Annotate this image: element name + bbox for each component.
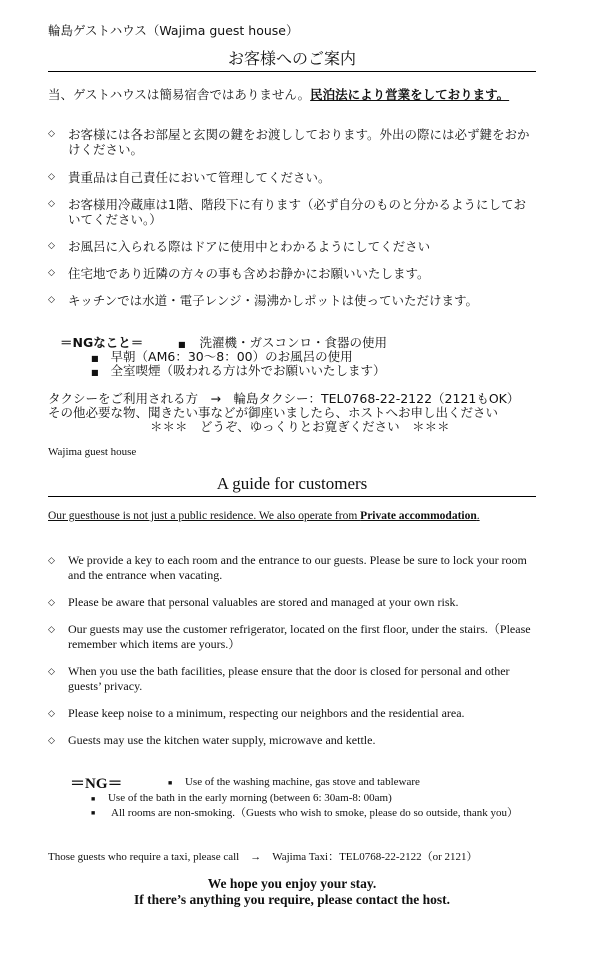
en-ng-item-3 <box>91 806 537 820</box>
en-bullet-2-text: Please be aware that personal valuables are stored and managed at your own risk. <box>68 595 459 609</box>
en-bullet-5-text: Please keep noise to a minimum, respecting our neighbors and the residential area. <box>68 706 465 720</box>
diamond-icon: ◇ <box>48 708 55 718</box>
jp-taxi: タクシーをご利用される方 → 輪島タクシー：TEL0768-22-2122（2121もOK） <box>48 391 520 406</box>
jp-ng-item-1-text: 洗濯機・ガスコンロ・食器の使用 <box>199 335 388 350</box>
en-bullet-6-text: Guests may use the kitchen water supply, microwave and kettle. <box>68 733 376 747</box>
jp-intro-plain: 当、ゲストハウスは簡易宿舎ではありません。 <box>48 87 311 102</box>
jp-title-text: お客様へのご案内 <box>227 49 356 68</box>
jp-bullet-5 <box>48 266 535 281</box>
en-title <box>48 474 536 497</box>
diamond-icon: ◇ <box>48 624 55 634</box>
jp-bullet-5-text: 住宅地であり近隣の方々の事も含めお静かにお願いいたします。 <box>68 266 430 281</box>
en-ng-item-1-text: Use of the washing machine, gas stove and tableware <box>184 776 420 788</box>
en-bullet-1-text: We provide a key to each room and the entrance to our guests. Please be sure to lock your room and the entrance when vacating. <box>68 553 527 582</box>
jp-intro <box>48 85 509 103</box>
en-closing-2: If there’s anything you require, please contact the host. <box>134 892 450 907</box>
en-title-text: A guide for customers <box>216 474 368 493</box>
en-bullet-3-text: Our guests may use the customer refrigerator, located on the first floor, under the stairs.（Please remember which items are yours.） <box>68 622 531 651</box>
en-intro <box>48 510 480 522</box>
en-intro-bold: Private accommodation <box>360 510 477 522</box>
square-bullet-icon: ■ <box>91 795 96 803</box>
en-intro-end: . <box>476 510 480 522</box>
jp-header: 輪島ゲストハウス（Wajima guest house） <box>48 23 299 38</box>
jp-bullet-2 <box>48 170 535 185</box>
diamond-icon: ◇ <box>48 597 55 607</box>
en-bullet-5 <box>48 706 535 721</box>
en-intro-plain: Our guesthouse is not just a public residence. We also operate from <box>48 510 361 522</box>
jp-ng-label: ＝NGなこと＝ <box>60 335 144 350</box>
diamond-icon: ◇ <box>48 555 55 565</box>
jp-contact: その他必要な物、聞きたい事などが御座いましたら、ホストへお申し出ください <box>48 405 499 420</box>
diamond-icon: ◇ <box>48 666 55 676</box>
jp-bullet-6 <box>48 293 535 308</box>
diamond-icon: ◇ <box>48 241 55 251</box>
jp-ng-item-3 <box>91 361 386 379</box>
en-ng-item-1 <box>168 776 420 788</box>
jp-intro-bold: 民泊法により営業をしております。 <box>310 87 510 102</box>
jp-bullet-1-text: お客様には各お部屋と玄関の鍵をお渡ししております。外出の際には必ず鍵をおかけください。 <box>68 127 530 157</box>
en-bullet-6 <box>48 733 535 748</box>
square-bullet-icon: ■ <box>91 354 99 363</box>
jp-bullet-3-text: お客様用冷蔵庫は1階、階段下に有ります（必ず自分のものと分かるようにしておいてください。） <box>68 197 526 227</box>
jp-bullet-6-text: キッチンでは水道・電子レンジ・湯沸かしポットは使っていただけます。 <box>68 293 479 308</box>
en-ng-item-3-text: All rooms are non-smoking.（Guests who wish to smoke, please do so outside, thank you） <box>111 807 518 819</box>
diamond-icon: ◇ <box>48 735 55 745</box>
jp-title <box>48 49 536 72</box>
jp-bullet-4 <box>48 239 535 254</box>
square-bullet-icon: ■ <box>178 340 186 349</box>
square-bullet-icon: ■ <box>91 368 99 377</box>
diamond-icon: ◇ <box>48 268 55 278</box>
en-closing-1: We hope you enjoy your stay. <box>207 876 377 891</box>
jp-ng-item-2-text: 早朝（AM6：30〜8：00）のお風呂の使用 <box>110 349 353 364</box>
jp-bullet-2-text: 貴重品は自己責任において管理してください。 <box>68 170 331 185</box>
en-bullet-2 <box>48 595 535 610</box>
en-bullet-3 <box>48 622 535 652</box>
diamond-icon: ◇ <box>48 172 55 182</box>
en-ng-item-2 <box>91 792 392 804</box>
en-bullet-4 <box>48 664 535 694</box>
en-ng-item-2-text: Use of the bath in the early morning (between 6: 30am-8: 00am) <box>107 792 392 804</box>
jp-bullet-4-text: お風呂に入られる際はドアに使用中とわかるようにしてください <box>68 239 431 254</box>
en-bullet-4-text: When you use the bath facilities, please ensure that the door is closed for personal and other guests’ privacy. <box>68 664 510 693</box>
en-ng-label: ＝NG＝ <box>70 776 123 792</box>
jp-bullet-3 <box>48 197 535 227</box>
square-bullet-icon: ■ <box>91 809 96 817</box>
diamond-icon: ◇ <box>48 199 55 209</box>
jp-bullet-1 <box>48 127 535 157</box>
diamond-icon: ◇ <box>48 295 55 305</box>
en-bullet-1 <box>48 553 535 583</box>
jp-ng-item-3-text: 全室喫煙（吸われる方は外でお願いいたします） <box>110 363 386 378</box>
square-bullet-icon: ■ <box>168 779 173 787</box>
en-header: Wajima guest house <box>48 446 137 458</box>
en-taxi: Those guests who require a taxi, please call → Wajima Taxi：TEL0768-22-2122（or 2121） <box>48 851 478 863</box>
jp-closing: ＊＊＊ どうぞ、ゆっくりとお寛ぎください ＊＊＊ <box>150 419 450 434</box>
diamond-icon: ◇ <box>48 129 55 139</box>
